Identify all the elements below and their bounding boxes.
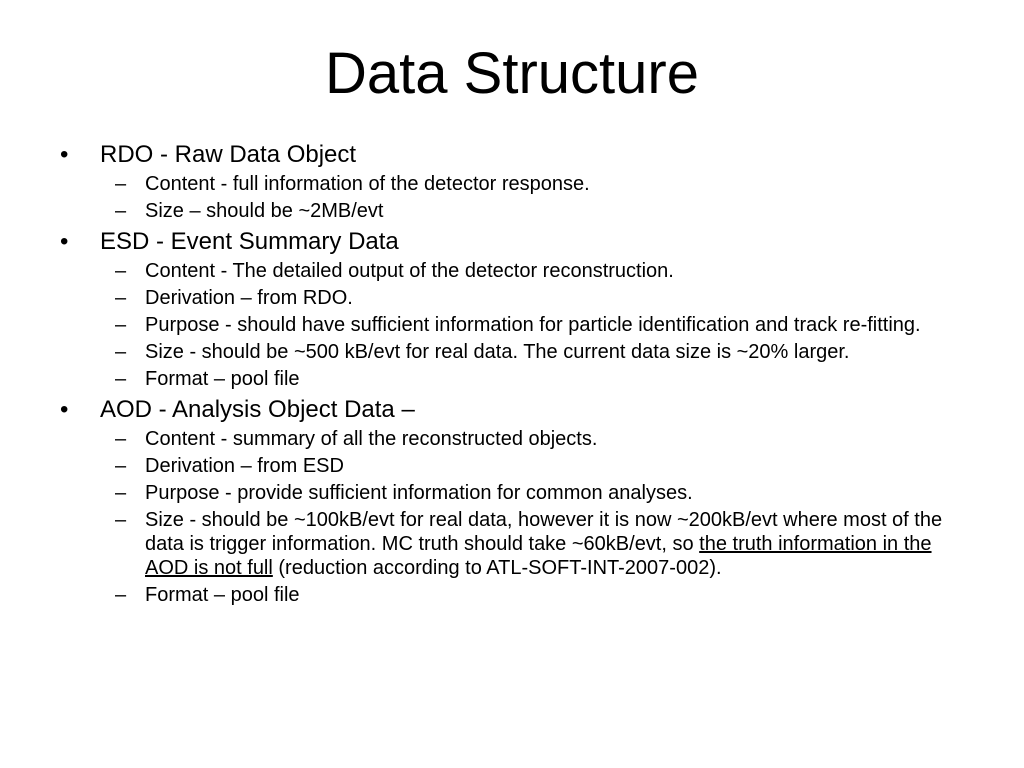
sub-bullet-item (58, 427, 978, 451)
dash-marker: – (115, 509, 127, 531)
dash-marker: – (115, 173, 127, 195)
sub-bullet-text: Content - The detailed output of the detector reconstruction. (145, 260, 674, 282)
dash-marker: – (115, 482, 127, 504)
bullet-text: ESD - Event Summary Data (100, 228, 399, 255)
sub-bullet-text: Size - should be ~100kB/evt for real data, however it is now ~200kB/evt where most of the data is trigger information. MC truth should take ~60kB/evt, so the truth information in the AOD is not full (reduction according to ATL-SOFT-INT-2007-002). (145, 509, 943, 579)
sub-bullet-text: Content - summary of all the reconstructed objects. (145, 428, 598, 450)
dash-marker: – (115, 260, 127, 282)
dash-marker: – (115, 368, 127, 390)
dash-marker: – (115, 455, 127, 477)
sub-bullet-text: Format – pool file (145, 368, 300, 390)
sub-bullet-item (58, 508, 978, 580)
sub-bullet-text: Derivation – from RDO. (145, 287, 353, 309)
dash-marker: – (115, 314, 127, 336)
dash-marker: – (115, 341, 127, 363)
dash-marker: – (115, 287, 127, 309)
bullet-marker: • (60, 228, 69, 255)
bullet-text: AOD - Analysis Object Data – (100, 396, 415, 423)
sub-bullet-item (58, 454, 978, 478)
sub-bullet-item (58, 340, 978, 364)
sub-bullet-text: Format – pool file (145, 584, 300, 606)
sub-bullet-text: Content - full information of the detector response. (145, 173, 590, 195)
underlined-text: the truth information in the AOD is not full (145, 533, 932, 579)
dash-marker: – (115, 200, 127, 222)
sub-bullet-text: Purpose - provide sufficient information for common analyses. (145, 482, 693, 504)
sub-bullet-item (58, 286, 978, 310)
sub-bullet-text: Derivation – from ESD (145, 455, 344, 477)
bullet-marker: • (60, 396, 69, 423)
sub-bullet-text: Size - should be ~500 kB/evt for real data. The current data size is ~20% larger. (145, 341, 850, 363)
sub-bullet-item (58, 199, 978, 223)
dash-marker: – (115, 584, 127, 606)
bullet-item (58, 395, 978, 424)
sub-bullet-item (58, 259, 978, 283)
slide-title: Data Structure (325, 41, 699, 106)
slide-body (58, 136, 978, 610)
sub-bullet-item (58, 367, 978, 391)
bullet-item (58, 227, 978, 256)
sub-bullet-text: Purpose - should have sufficient information for particle identification and track re-fitting. (145, 314, 921, 336)
sub-bullet-item (58, 583, 978, 607)
dash-marker: – (115, 428, 127, 450)
bullet-item (58, 140, 978, 169)
sub-bullet-item (58, 313, 978, 337)
bullet-marker: • (60, 141, 69, 168)
sub-bullet-item (58, 172, 978, 196)
bullet-text: RDO - Raw Data Object (100, 141, 357, 168)
sub-bullet-text: Size – should be ~2MB/evt (145, 200, 384, 222)
sub-bullet-item (58, 481, 978, 505)
